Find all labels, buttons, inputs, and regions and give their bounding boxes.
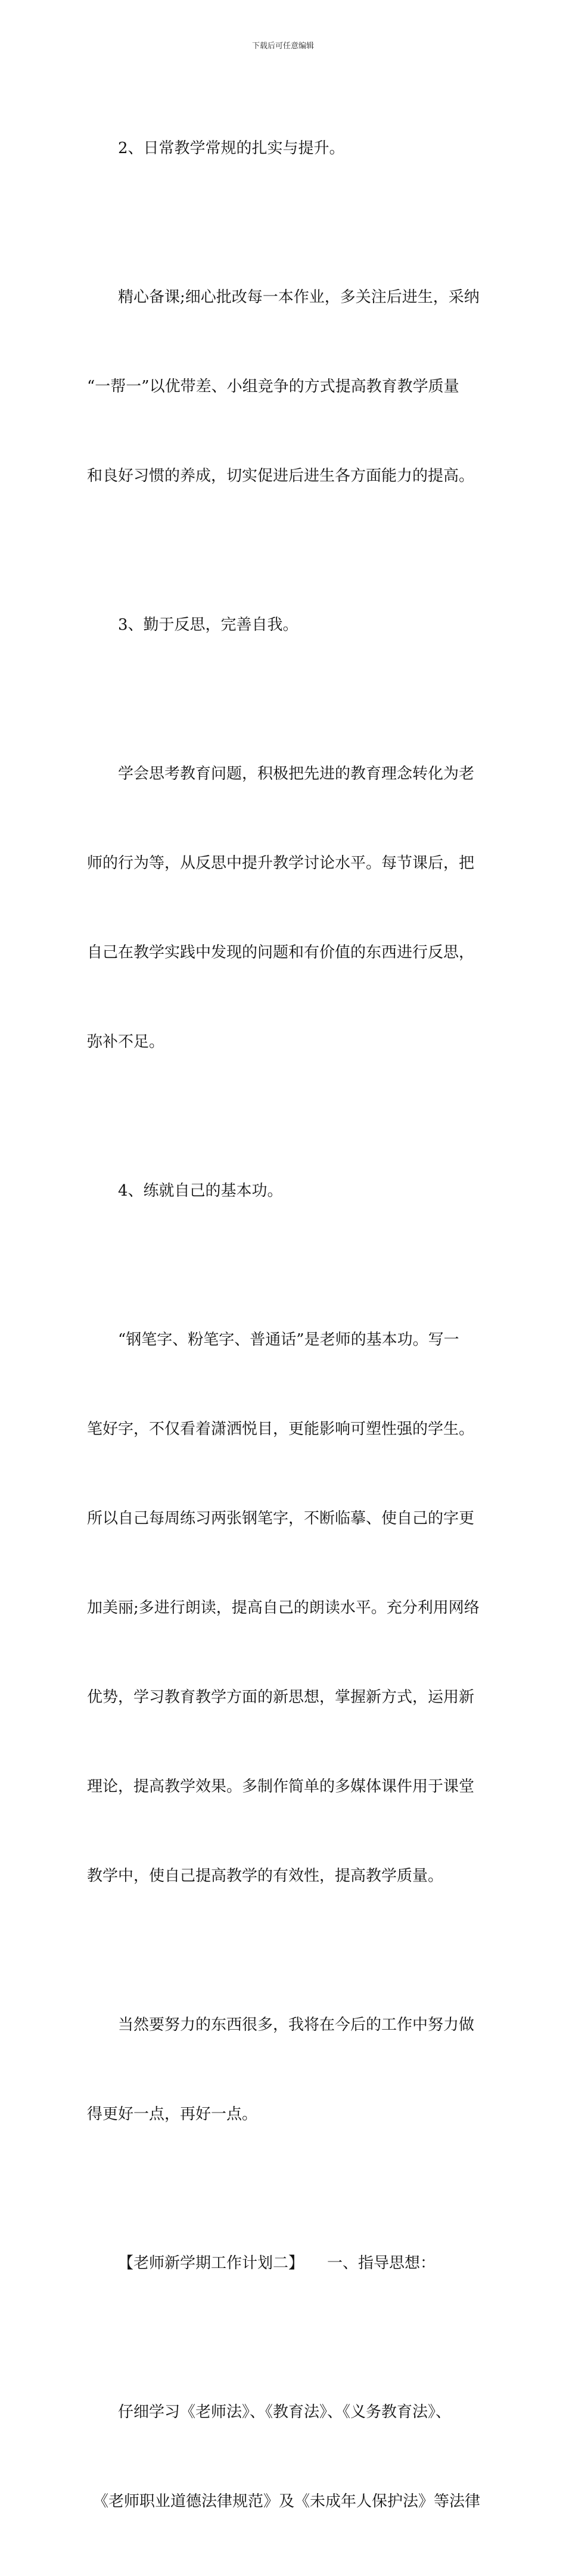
text-line: 弥补不足。 — [87, 1033, 165, 1051]
paragraph — [87, 699, 483, 1116]
page-header: 下载后可任意编辑 — [251, 42, 314, 51]
text-line: “一帮一”以优带差、小组竞争的方式提高教育教学质量 — [87, 378, 459, 396]
text-line: 当然要努力的东西很多，我将在今后的工作中努力做 — [118, 2016, 475, 2034]
text-line: 【老师新学期工作计划二】 一、指导思想： — [118, 2254, 436, 2272]
document-body — [87, 74, 483, 2576]
text-line: 《老师职业道德法律规范》及《未成年人保护法》等法律 — [93, 2493, 481, 2510]
paragraph — [87, 1950, 483, 2189]
text-line: 理论，提高教学效果。多制作简单的多媒体课件用于课堂 — [87, 1778, 475, 1796]
paragraph — [87, 1116, 483, 1265]
text-line: 笔好字，不仅看着潇洒悦目，更能影响可塑性强的学生。 — [87, 1420, 475, 1438]
text-line: 仔细学习《老师法》、《教育法》、《义务教育法》、 — [118, 2403, 452, 2421]
text-line: “钢笔字、粉笔字、普通话”是老师的基本功。写一 — [118, 1331, 459, 1349]
text-line: 加美丽;多进行朗读，提高自己的朗读水平。充分利用网络 — [87, 1599, 480, 1617]
paragraph — [87, 223, 483, 550]
text-line: 优势，学习教育教学方面的新思想，掌握新方式，运用新 — [87, 1688, 475, 1706]
text-line: 所以自己每周练习两张钢笔字，不断临摹、使自己的字更 — [87, 1510, 475, 1527]
text-line: 精心备课;细心批改每一本作业，多关注后进生，采纳 — [118, 288, 480, 306]
text-line: 学会思考教育问题，积极把先进的教育理念转化为老 — [118, 765, 475, 783]
text-line: 和良好习惯的养成，切实促进后进生各方面能力的提高。 — [87, 467, 475, 485]
paragraph — [87, 1265, 483, 1950]
paragraph — [87, 550, 483, 699]
text-line: 3、勤于反思，完善自我。 — [118, 616, 298, 634]
text-line: 教学中，使自己提高教学的有效性，提高教学质量。 — [87, 1867, 444, 1885]
text-line: 2、日常教学常规的扎实与提升。 — [118, 139, 345, 157]
text-line: 4、练就自己的基本功。 — [118, 1182, 283, 1200]
text-line: 得更好一点，再好一点。 — [87, 2105, 258, 2123]
paragraph — [87, 74, 483, 223]
text-line: 自己在教学实践中发现的问题和有价值的东西进行反思， — [87, 944, 475, 962]
text-line: 师的行为等，从反思中提升教学讨论水平。每节课后，把 — [87, 854, 475, 872]
paragraph — [87, 2338, 483, 2576]
section-heading — [87, 2189, 483, 2338]
